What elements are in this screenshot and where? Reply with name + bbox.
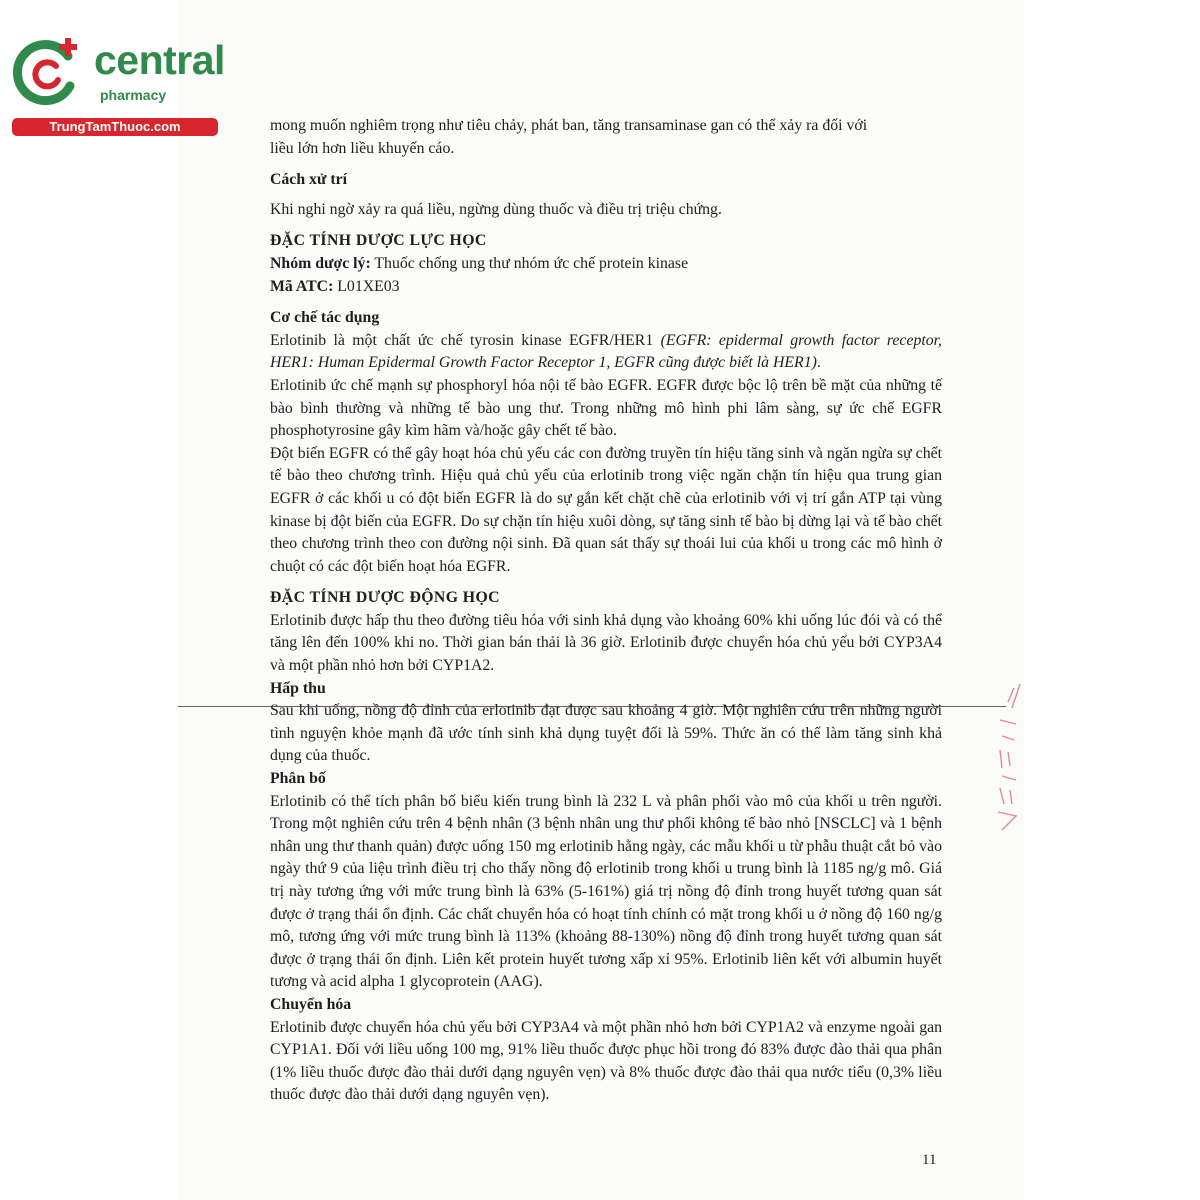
label-pharmacological-group: Nhóm dược lý: — [270, 254, 371, 272]
heading-mechanism: Cơ chế tác dụng — [270, 309, 380, 327]
paragraph-overdose-management: Khi nghi ngờ xảy ra quá liều, ngừng dùng thuốc và điều trị triệu chứng. — [270, 200, 722, 218]
value-pharmacological-group: Thuốc chống ung thư nhóm ức chế protein kinase — [374, 254, 689, 272]
heading-distribution: Phân bố — [270, 770, 326, 788]
heading-pharmacodynamics: ĐẶC TÍNH DƯỢC LỰC HỌC — [270, 232, 487, 250]
value-atc-code: L01XE03 — [337, 277, 400, 295]
mechanism-intro-text: Erlotinib là một chất ức chế tyrosin kinase EGFR/HER1 — [270, 331, 654, 349]
central-pharmacy-logo — [10, 36, 225, 136]
page-number: 11 — [922, 1152, 937, 1168]
logo-url: TrungTamThuoc.com — [12, 118, 218, 136]
logo-mark-icon — [10, 36, 84, 110]
paragraph-metabolism: Erlotinib được chuyển hóa chủ yếu bởi CYP3A4 và một phần nhỏ hơn bởi CYP1A2 và enzyme ngoài gan CYP1A1. Đối với liều uống 100 mg, 91% liều thuốc được phục hồi trong đó 83% được đào thải qua phân (1% liều thuốc được đào thải dưới dạng nguyên vẹn) và 8% thuốc được đào thải qua nước tiểu (0,3% liều thuốc được đào thải dưới dạng nguyên vẹn). — [270, 1018, 942, 1104]
heading-metabolism: Chuyển hóa — [270, 995, 352, 1013]
mechanism-intro-end: . — [816, 354, 821, 372]
logo-name: central — [94, 37, 225, 83]
stamp-mark-icon — [990, 680, 1030, 840]
paragraph-pharmacokinetics: Erlotinib được hấp thu theo đường tiêu hóa với sinh khả dụng vào khoảng 60% khi uống lúc đói và có thể tăng lên đến 100% khi no. Thời gian bán thải là 36 giờ. Erlotinib được chuyển hóa chủ yếu bởi CYP3A4 và một phần nhỏ hơn bởi CYP1A2. — [270, 611, 942, 675]
heading-pharmacokinetics: ĐẶC TÍNH DƯỢC ĐỘNG HỌC — [270, 589, 500, 607]
document-body — [270, 115, 942, 1107]
paragraph-mechanism-intro — [270, 330, 942, 375]
pharmacological-group-row — [270, 253, 942, 276]
paragraph-intro-line-1: mong muốn nghiêm trọng như tiêu chảy, phát ban, tăng transaminase gan có thể xảy ra đối với — [270, 117, 868, 134]
paragraph-intro-line-2: liều lớn hơn liều khuyến cáo. — [270, 139, 455, 157]
paragraph-distribution: Erlotinib có thể tích phân bố biểu kiến trung bình là 232 L và phân phối vào mô của khối u trên người. Trong một nghiên cứu trên 4 bệnh nhân (3 bệnh nhân ung thư phổi không tế bào nhỏ [NSCLC] và 1 bệnh nhân ung thư thanh quản) được uống 150 mg erlotinib hằng ngày, các mẫu khối u từ phẫu thuật cắt bỏ vào ngày thứ 9 của liệu trình điều trị cho thấy nồng độ erlotinib trong khối u trung bình là 1185 ng/g mô. Giá trị này tương ứng với mức trung bình là 63% (5-161%) giá trị nồng độ đỉnh trong huyết tương quan sát được ở trạng thái ổn định. Các chất chuyển hóa có hoạt tính chính có mặt trong khối u ở nồng độ 160 ng/g mô, tương ứng với mức trung bình là 113% (khoảng 88-130%) nồng độ đỉnh trong huyết tương quan sát được ở trạng thái ổn định. Liên kết protein huyết tương xấp xỉ 95%. Erlotinib liên kết với albumin huyết tương và acid alpha 1 glycoprotein (AAG). — [270, 792, 942, 991]
label-atc-code: Mã ATC: — [270, 277, 334, 295]
logo-tagline: pharmacy — [100, 87, 167, 103]
heading-overdose-management: Cách xử trí — [270, 171, 348, 189]
mechanism-intro-italic: (EGFR: epidermal growth factor receptor, HER1: Human Epidermal Growth Factor Receptor 1, EGFR cũng được biết là HER1) — [270, 331, 942, 372]
paragraph-mechanism-phosphorylation: Erlotinib ức chế mạnh sự phosphoryl hóa nội tế bào EGFR. EGFR được bộc lộ trên bề mặt của những tế bào bình thường và những tế bào ung thư. Trong những mô hình phi lâm sàng, sự ức chế EGFR phosphotyrosine gây kìm hãm và/hoặc gây chết tế bào. — [270, 376, 942, 440]
atc-code-row — [270, 276, 942, 299]
heading-absorption: Hấp thu — [270, 679, 326, 697]
paragraph-mechanism-mutation: Đột biến EGFR có thể gây hoạt hóa chủ yếu các con đường truyền tín hiệu tăng sinh và ngăn ngừa sự chết tế bào theo chương trình. Hiệu quả chủ yếu của erlotinib trong việc ngăn chặn tín hiệu qua trung gian EGFR ở các khối u có đột biến EGFR là do sự gắn kết chặt chẽ của erlotinib với vị trí gắn ATP tại vùng kinase bị đột biến của EGFR. Do sự chặn tín hiệu xuôi dòng, sự tăng sinh tế bào bị dừng lại và tế bào chết theo chương trình theo con đường nội sinh. Đã quan sát thấy sự thoái lui của khối u trong các mô hình ở chuột có các đột biến hoạt hóa EGFR. — [270, 444, 942, 575]
paragraph-absorption: Sau khi uống, nồng độ đỉnh của erlotinib đạt được sau khoảng 4 giờ. Một nghiên cứu trên những người tình nguyện khỏe mạnh đã ước tính sinh khả dụng tuyệt đối là 59%. Thức ăn có thể làm tăng sinh khả dụng của thuốc. — [270, 702, 942, 765]
